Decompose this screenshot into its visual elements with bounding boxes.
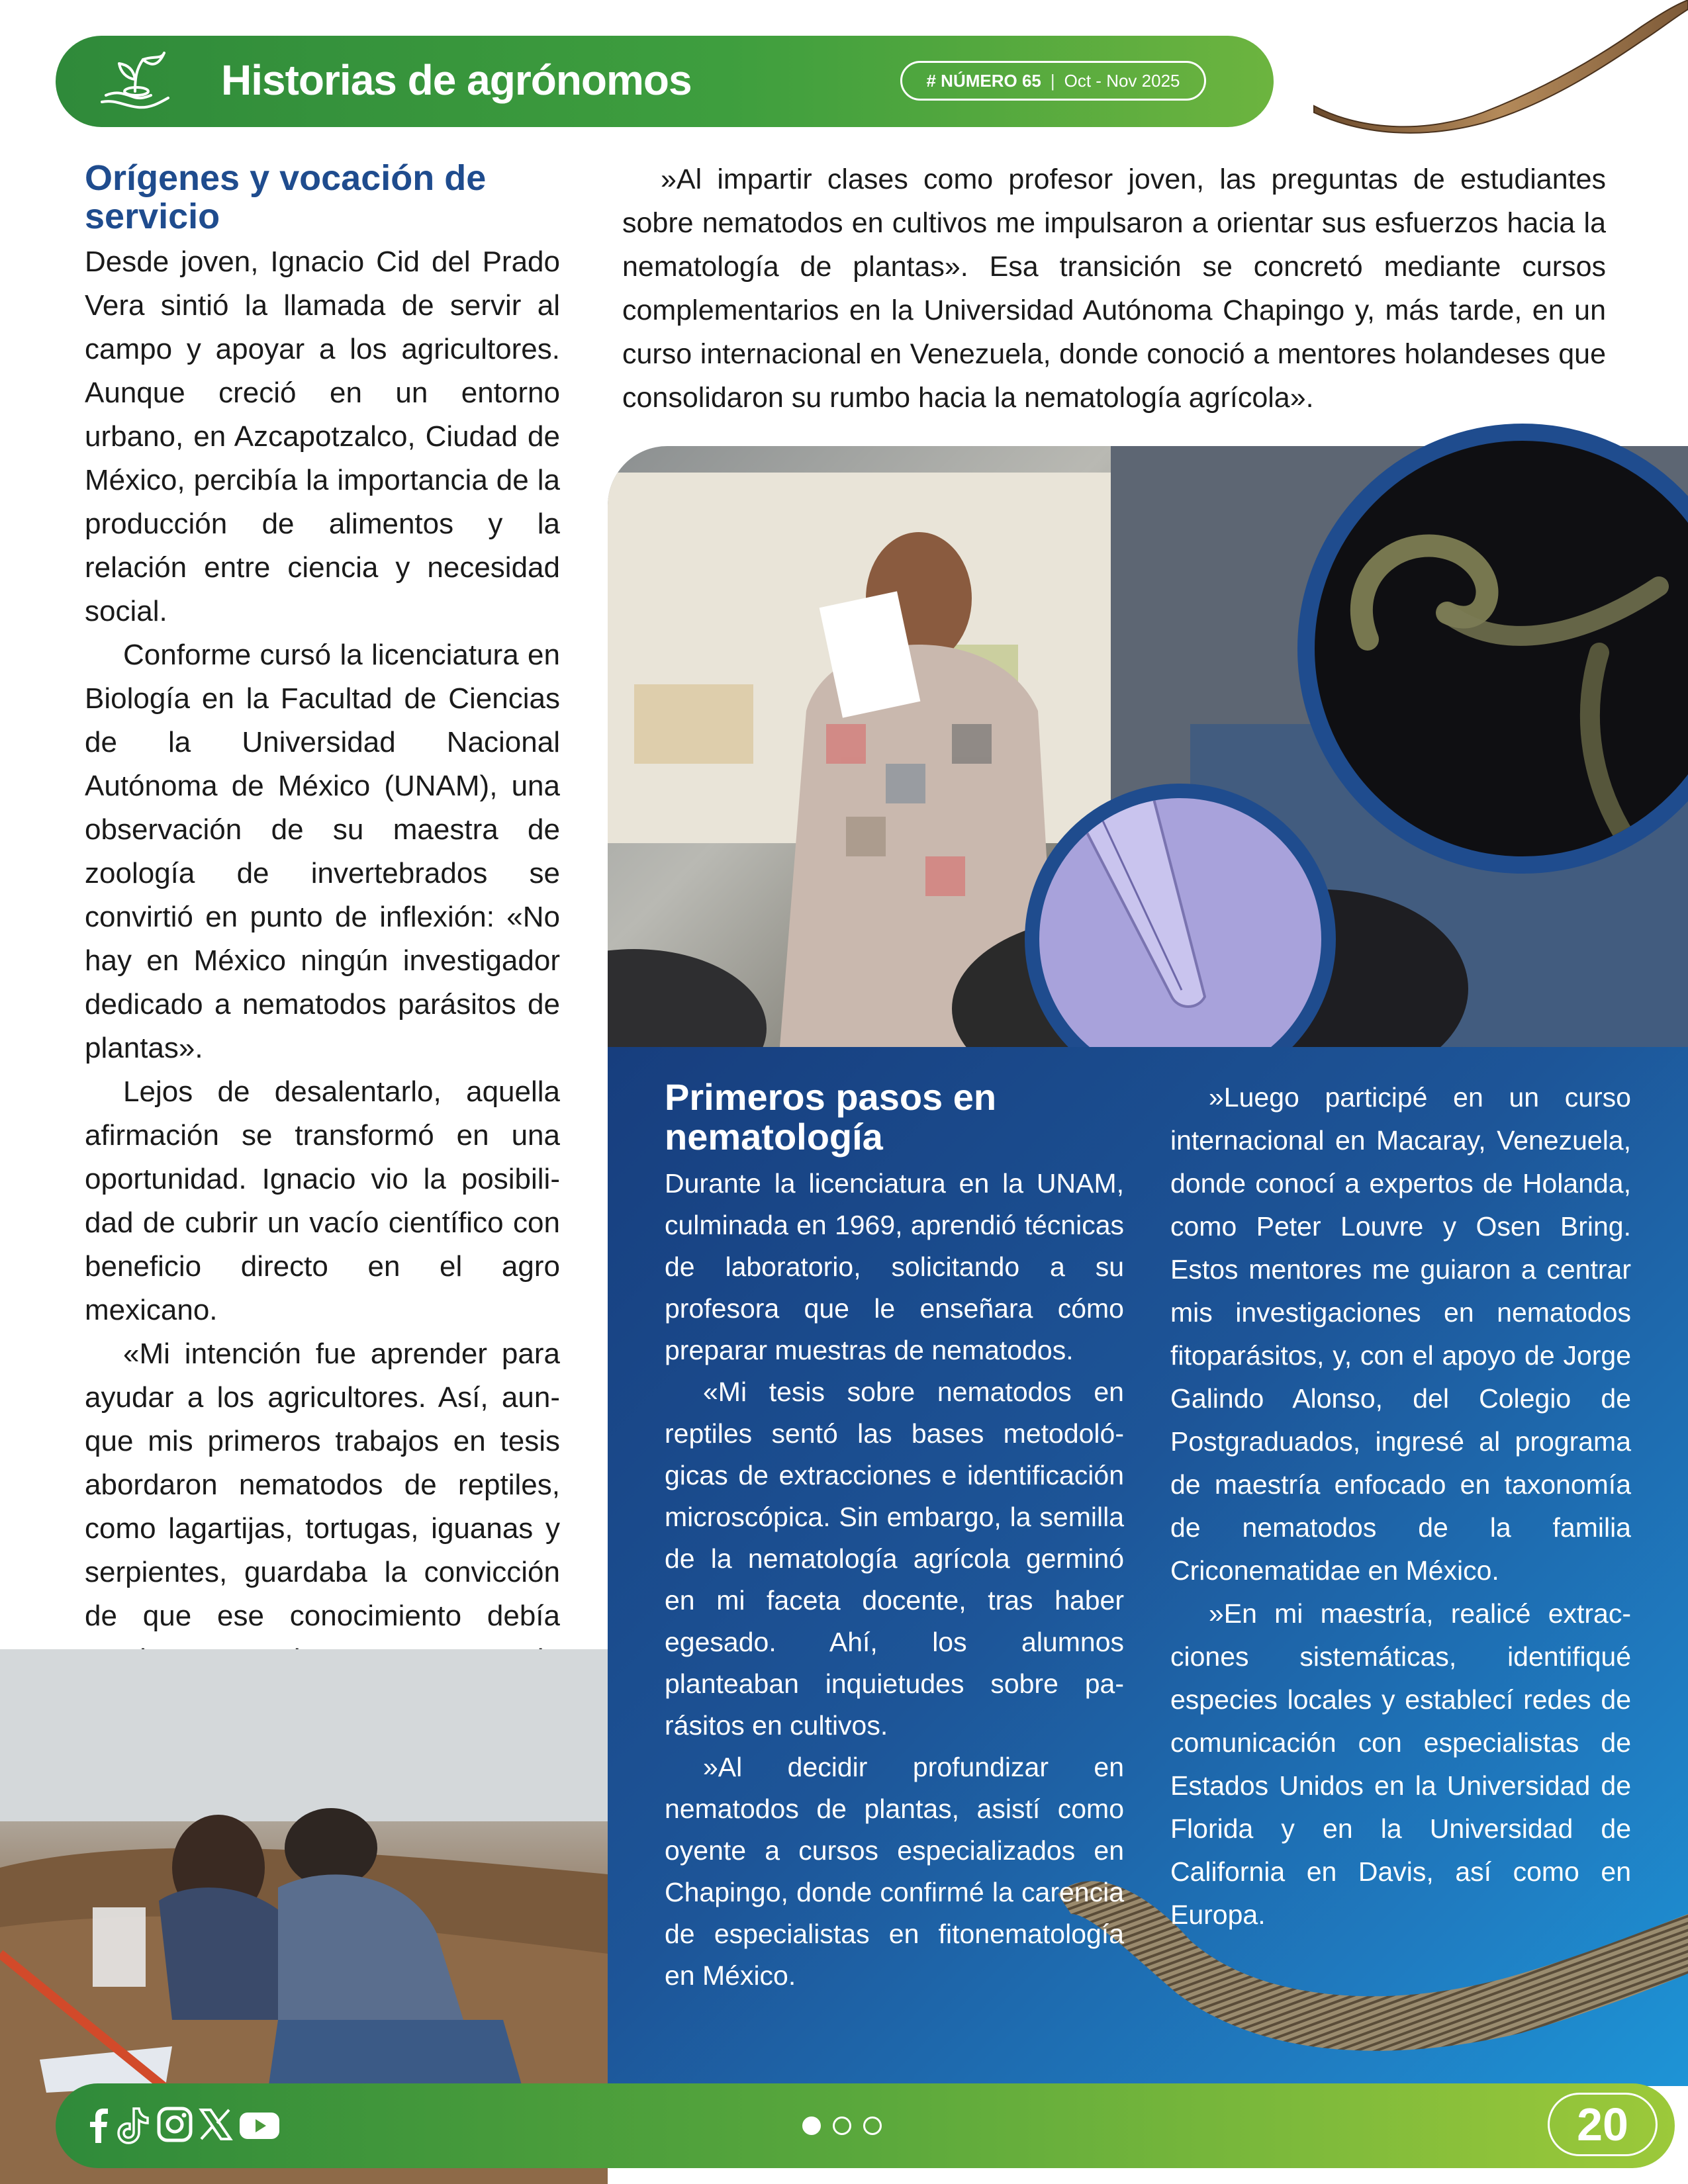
- paragraph: »En mi maestría, realicé extracciones sistemáticas, identifiqué especies locales y establecí redes de comunicación con especialistas de Estados Unidos en la Universidad de Florida y en la Universidad de California en Davis, así como en Europa.: [1170, 1598, 1631, 1930]
- paragraph: «Mi intención fue aprender para ayudar a los agricultores. Así, aunque mis primeros trabajos en tesis abordaron nematodos de reptiles, como lagartijas, tortugas, iguanas y serpientes, guardaba la convicción de que ese conocimiento debía: [85, 1337, 560, 1632]
- first-steps-text: [665, 1163, 1124, 1997]
- paragraph: Desde joven, Ignacio Cid del Prado Vera sintió la llamada de servir al campo y apoyar a los agricultores. Aunque creció en un entorno urbano, en Azcapotzalco, Ciudad de México, percibía la importancia de la producción de alimentos y la relación entre ciencia y necesidad social.: [85, 245, 560, 627]
- paragraph: Durante la licenciatura en la UNAM, culminada en 1969, aprendió técnicas de laboratorio, solicitando a su profesora que le enseñara cómo preparar muestras de nematodos.: [665, 1167, 1124, 1365]
- page-number: 20: [1548, 2093, 1658, 2156]
- facebook-icon[interactable]: [87, 2103, 111, 2146]
- continuation-text: [1170, 1076, 1631, 1936]
- instagram-icon[interactable]: [156, 2103, 193, 2146]
- nematode-illustration-top: [1311, 0, 1688, 139]
- heading-first-steps: Primeros pasos en nematología: [665, 1076, 997, 1158]
- x-icon[interactable]: [199, 2103, 233, 2146]
- paragraph: »Luego participé en un curso internacional en Macaray, Venezuela, donde conocí a expertos de Holanda, como Peter Louvre y Osen Bring. Estos mentores me guiaron a centrar mis investigaciones en nematodos fitoparásitos, y, con el apoyo de Jorge Galindo Alonso, del Colegio de Postgraduados, ingresé al programa de maestría enfocado en taxonomía de nematodos de la familia Criconematidae en México.: [1170, 1082, 1631, 1586]
- footer-bar: [56, 2083, 1675, 2168]
- heading-origins: Orígenes y vocación de servicio: [85, 158, 487, 237]
- issue-number: # NÚMERO 65: [926, 70, 1041, 91]
- origins-text: [85, 240, 560, 1725]
- pager-dot-active[interactable]: [802, 2116, 821, 2135]
- section-continuation: [1170, 1076, 1631, 1936]
- paragraph: »Al impartir clases como profesor joven, las preguntas de estudiantes sobre nematodos en cultivos me impulsaron a orientar sus esfuerzos hacia la nematología de plantas». Esa transición se concretó mediante cursos complementarios en la Universidad Autónoma Chapingo y, más tarde, en un curso internacional en Venezuela, donde conoció a mentores holandeses que consolidaron su rumbo hacia la nematología agrícola».: [622, 163, 1606, 414]
- pager-dot[interactable]: [833, 2116, 851, 2135]
- paragraph: Conforme cursó la licenciatura en Biología en la Facultad de Ciencias de la Universidad Nacional Autónoma de México (UNAM), una observación de su maestra de zoología de invertebrados se convirtió en punto de inflexión: «No hay en México ningún investigador dedicado a nematodos parásitos de plantas».: [85, 638, 560, 1064]
- issue-date: Oct - Nov 2025: [1064, 70, 1180, 91]
- section-origins: [85, 159, 560, 1725]
- youtube-icon[interactable]: [238, 2103, 281, 2146]
- tiktok-icon[interactable]: [117, 2103, 150, 2146]
- quote-intro: [622, 158, 1606, 420]
- section-title: Historias de agrónomos: [221, 56, 692, 104]
- issue-badge: [900, 61, 1206, 101]
- paragraph: «Mi tesis sobre nematodos en reptiles sentó las bases metodológicas de extracciones e identificación microscópica. Sin embargo, la semilla de la nematología agrícola germinó en mi faceta docente, tras haber egesado. Ahí, los alumnos planteaban inquietudes sobre parásitos en cultivos.: [665, 1376, 1124, 1741]
- header-bar: [56, 36, 1274, 127]
- paragraph: »Al decidir profundizar en nematodos de plantas, asistí como oyente a cursos especializados en Chapingo, donde confirmé la carencia de especialistas en fitonematología en México.: [665, 1751, 1124, 1991]
- paragraph: Lejos de desalentarlo, aquella afirmación se transformó en una oportunidad. Ignacio vio la posibilidad de cubrir un vacío científico con beneficio directo en el agro mexicano.: [85, 1075, 560, 1326]
- issue-separator: |: [1050, 70, 1055, 91]
- section-first-steps: [665, 1077, 1124, 1997]
- leaf-hands-icon: [95, 45, 175, 118]
- pager-dot[interactable]: [863, 2116, 882, 2135]
